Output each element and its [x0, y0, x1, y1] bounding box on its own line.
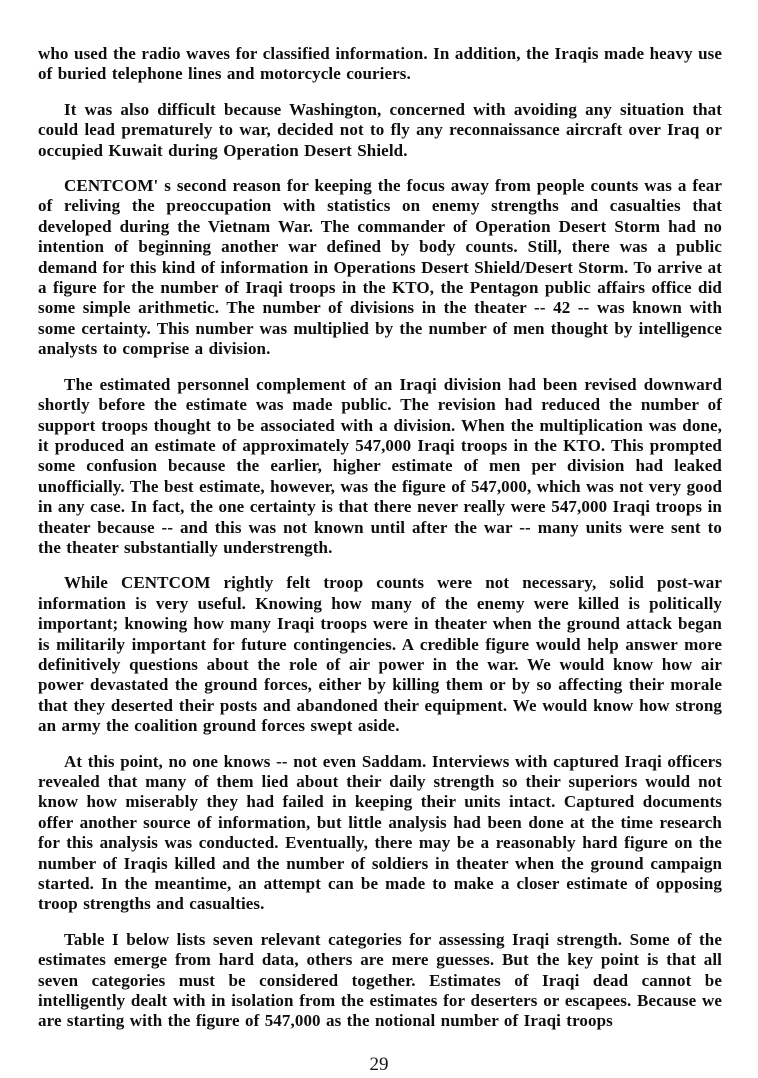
- paragraph: who used the radio waves for classified information. In addition, the Iraqis made heavy use of buried telephone lines and motorcycle couriers.: [38, 44, 722, 84]
- paragraph: It was also difficult because Washington, concerned with avoiding any situation that could lead prematurely to war, decided not to fly any reconnaissance aircraft over Iraq or occupied Kuwait during Operation Desert Shield.: [38, 99, 722, 160]
- paragraph: While CENTCOM rightly felt troop counts were not necessary, solid post-war information is very useful. Knowing how many of the enemy were killed is politically important; knowing how many Iraqi troops were in theater when the ground attack began is militarily important for future contingencies. A credible figure would help answer more definitively questions about the role of air power in the war. We would know how air power devastated the ground forces, either by killing them or by so affecting their morale that they deserted their posts and abandoned their equipment. We would know how strong an army the coalition ground forces swept aside.: [38, 573, 722, 736]
- document-text-block: [38, 44, 722, 1047]
- paragraph: Table I below lists seven relevant categories for assessing Iraqi strength. Some of the estimates emerge from hard data, others are mere guesses. But the key point is that all seven categories must be considered together. Estimates of Iraqi dead cannot be intelligently dealt with in isolation from the estimates for deserters or escapees. Because we are starting with the figure of 547,000 as the notional number of Iraqi troops: [38, 929, 722, 1031]
- page-number: 29: [369, 1054, 389, 1075]
- paragraph: The estimated personnel complement of an Iraqi division had been revised downward shortly before the estimate was made public. The revision had reduced the number of support troops thought to be associated with a division. When the multiplication was done, it produced an estimate of approximately 547,000 Iraqi troops in the KTO. This prompted some confusion because the earlier, higher estimate of men per division had leaked unofficially. The best estimate, however, was the figure of 547,000, which was not very good in any case. In fact, the one certainty is that there never really were 547,000 Iraqi troops in theater because -- and this was not known until after the war -- many units were sent to the theater substantially understrength.: [38, 374, 722, 557]
- paragraph: CENTCOM' s second reason for keeping the focus away from people counts was a fear of reliving the preoccupation with statistics on enemy strengths and casualties that developed during the Vietnam War. The commander of Operation Desert Storm had no intention of beginning another war defined by body counts. Still, there was a public demand for this kind of information in Operations Desert Shield/Desert Storm. To arrive at a figure for the number of Iraqi troops in the KTO, the Pentagon public affairs office did some simple arithmetic. The number of divisions in the theater -- 42 -- was known with some certainty. This number was multiplied by the number of men thought by intelligence analysts to comprise a division.: [38, 176, 722, 359]
- paragraph: At this point, no one knows -- not even Saddam. Interviews with captured Iraqi officers revealed that many of them lied about their daily strength so their superiors would not know how miserably they had failed in keeping their units intact. Captured documents offer another source of information, but little analysis had been done at the time research for this analysis was conducted. Eventually, there may be a reasonably hard figure on the number of Iraqis killed and the number of soldiers in theater when the ground campaign started. In the meantime, an attempt can be made to make a closer estimate of opposing troop strengths and casualties.: [38, 751, 722, 914]
